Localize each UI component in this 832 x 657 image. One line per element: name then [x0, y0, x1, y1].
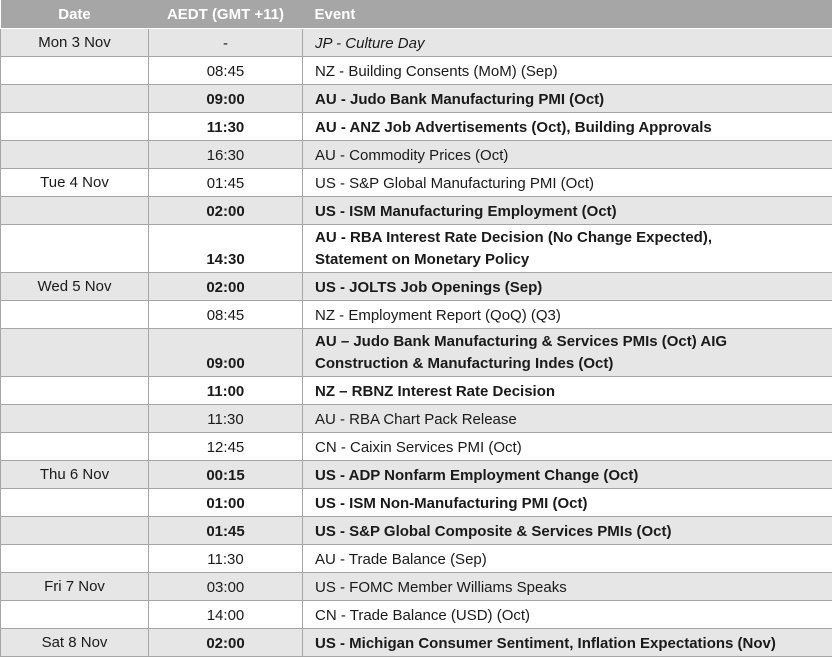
- row-event-line: AU - RBA Interest Rate Decision (No Change Expected),: [315, 229, 712, 246]
- row-time: 11:30: [149, 405, 303, 433]
- row-event: NZ - Building Consents (MoM) (Sep): [303, 57, 832, 85]
- row-time: 03:00: [149, 573, 303, 601]
- row-event-line: Statement on Monetary Policy: [315, 251, 529, 268]
- table-header: [1, 0, 832, 29]
- row-time: 14:30: [149, 225, 303, 273]
- row-date: Fri 7 Nov: [1, 573, 149, 601]
- table-row: [1, 573, 832, 601]
- row-event: US - S&P Global Composite & Services PMIs (Oct): [303, 517, 832, 545]
- row-time: 14:00: [149, 601, 303, 629]
- table-row: [1, 461, 832, 489]
- row-event: CN - Trade Balance (USD) (Oct): [303, 601, 832, 629]
- row-time: 01:00: [149, 489, 303, 517]
- row-event: JP - Culture Day: [303, 29, 832, 57]
- row-date: [1, 197, 149, 225]
- table-row: [1, 57, 832, 85]
- row-time: 01:45: [149, 169, 303, 197]
- table-row: [1, 329, 832, 377]
- table-row: [1, 113, 832, 141]
- row-event: US - ADP Nonfarm Employment Change (Oct): [303, 461, 832, 489]
- row-date: [1, 329, 149, 377]
- table-row: [1, 273, 832, 301]
- row-time: 00:15: [149, 461, 303, 489]
- row-event: US - JOLTS Job Openings (Sep): [303, 273, 832, 301]
- row-date: Tue 4 Nov: [1, 169, 149, 197]
- row-event: AU - ANZ Job Advertisements (Oct), Building Approvals: [303, 113, 832, 141]
- row-time: 12:45: [149, 433, 303, 461]
- table-body: [1, 29, 832, 657]
- table-row: [1, 405, 832, 433]
- row-event-line: Construction & Manufacturing Indes (Oct): [315, 355, 613, 372]
- header-date: Date: [1, 0, 149, 29]
- row-event: [303, 329, 832, 377]
- row-event: US - FOMC Member Williams Speaks: [303, 573, 832, 601]
- row-time: 02:00: [149, 629, 303, 657]
- table-row: [1, 433, 832, 461]
- table-row: [1, 601, 832, 629]
- table-row: [1, 629, 832, 657]
- row-event: NZ – RBNZ Interest Rate Decision: [303, 377, 832, 405]
- row-date: [1, 433, 149, 461]
- row-date: [1, 601, 149, 629]
- row-date: [1, 377, 149, 405]
- row-event: US - Michigan Consumer Sentiment, Inflation Expectations (Nov): [303, 629, 832, 657]
- header-event: Event: [303, 0, 832, 29]
- row-time: 11:00: [149, 377, 303, 405]
- row-event: US - ISM Non-Manufacturing PMI (Oct): [303, 489, 832, 517]
- row-date: [1, 57, 149, 85]
- row-time: -: [149, 29, 303, 57]
- row-event: US - ISM Manufacturing Employment (Oct): [303, 197, 832, 225]
- row-event-line: AU – Judo Bank Manufacturing & Services PMIs (Oct) AIG: [315, 333, 727, 350]
- row-time: 11:30: [149, 113, 303, 141]
- table-row: [1, 489, 832, 517]
- row-time: 02:00: [149, 273, 303, 301]
- row-time: 08:45: [149, 301, 303, 329]
- row-date: [1, 545, 149, 573]
- row-time: 08:45: [149, 57, 303, 85]
- table-row: [1, 225, 832, 273]
- row-date: Sat 8 Nov: [1, 629, 149, 657]
- row-event: AU - RBA Chart Pack Release: [303, 405, 832, 433]
- table-row: [1, 85, 832, 113]
- row-date: [1, 489, 149, 517]
- row-event: CN - Caixin Services PMI (Oct): [303, 433, 832, 461]
- row-event: AU - Commodity Prices (Oct): [303, 141, 832, 169]
- row-date: [1, 405, 149, 433]
- row-date: Mon 3 Nov: [1, 29, 149, 57]
- row-time: 01:45: [149, 517, 303, 545]
- row-date: [1, 141, 149, 169]
- row-event: AU - Trade Balance (Sep): [303, 545, 832, 573]
- table-row: [1, 545, 832, 573]
- row-time: 09:00: [149, 85, 303, 113]
- row-date: [1, 225, 149, 273]
- row-time: 16:30: [149, 141, 303, 169]
- row-date: [1, 301, 149, 329]
- table-row: [1, 169, 832, 197]
- row-event: NZ - Employment Report (QoQ) (Q3): [303, 301, 832, 329]
- table-row: [1, 377, 832, 405]
- table-row: [1, 29, 832, 57]
- row-date: Wed 5 Nov: [1, 273, 149, 301]
- row-time: 09:00: [149, 329, 303, 377]
- row-time: 11:30: [149, 545, 303, 573]
- row-date: [1, 113, 149, 141]
- table-row: [1, 141, 832, 169]
- row-date: [1, 85, 149, 113]
- row-date: [1, 517, 149, 545]
- table-row: [1, 197, 832, 225]
- table-row: [1, 301, 832, 329]
- header-row: [1, 0, 832, 29]
- row-time: 02:00: [149, 197, 303, 225]
- row-event: AU - Judo Bank Manufacturing PMI (Oct): [303, 85, 832, 113]
- row-event: [303, 225, 832, 273]
- row-date: Thu 6 Nov: [1, 461, 149, 489]
- header-time: AEDT (GMT +11): [149, 0, 303, 29]
- row-event: US - S&P Global Manufacturing PMI (Oct): [303, 169, 832, 197]
- table-row: [1, 517, 832, 545]
